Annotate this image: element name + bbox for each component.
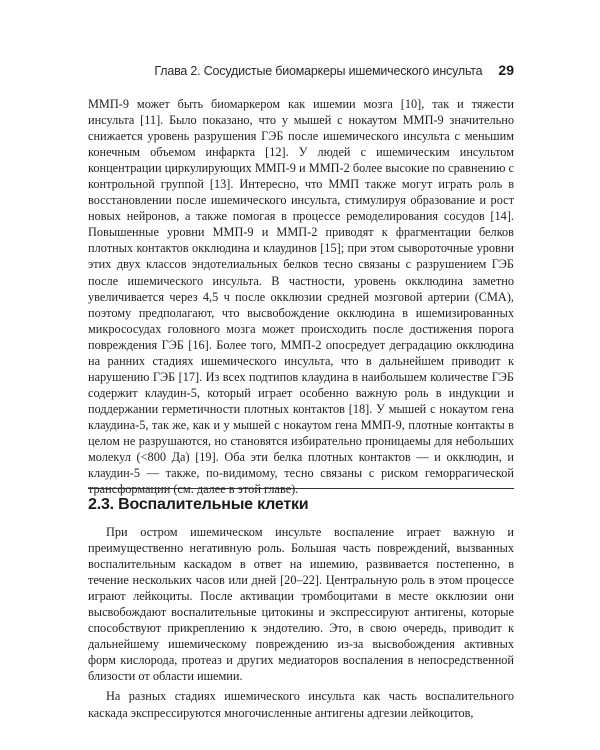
section-heading: 2.3. Воспалительные клетки	[88, 496, 309, 513]
chapter-title: Глава 2. Сосудистые биомаркеры ишемического инсульта	[154, 64, 483, 78]
paragraph: На разных стадиях ишемического инсульта как часть воспалительного каскада экспрессируются многочисленные антигены адгезии лейкоцитов,	[88, 689, 514, 720]
body-text-after-section	[88, 524, 514, 721]
page-number: 29	[498, 62, 514, 78]
paragraph: При остром ишемическом инсульте воспаление играет важную и преимущественно негативную роль. Большая часть повреждений, вызванных воспалительным каскадом в ответ на ишемию, развивается постепенно, в течение нескольких часов или дней [20–22]. Центральную роль в этом процессе играют лейкоциты. После активации тромбоцитами в месте окклюзии они высвобождают воспалительные цитокины и экспрессируют антигены, которые способствуют прикреплению к эндотелию. Это, в свою очередь, приводит к дальнейшему ишемическому повреждению из-за высвобождения активных форм кислорода, протеаз и других медиаторов воспаления в непосредственной близости от области ишемии.	[88, 525, 514, 684]
running-header	[88, 62, 514, 78]
paragraph: ММП-9 может быть биомаркером как ишемии мозга [10], так и тяжести инсульта [11]. Было показано, что у мышей с нокаутом ММП-9 значительно снижается уровень разрушения ГЭБ после ишемического инсульта с меньшим конечным объемом инфаркта [12]. У людей с ишемическим инсультом концентрации циркулирующих ММП-9 и ММП-2 более высокие по сравнению с контрольной группой [13]. Интересно, что ММП также могут играть роль в восстановлении после ишемического инсульта, стимулируя образование и рост новых нейронов, а также помогая в процессе ремоделирования сосудов [14]. Повышенные уровни ММП-9 и ММП-2 приводят к фрагментации белков плотных контактов окклюдина и клаудинов [15]; при этом сывороточные уровни этих двух классов эндотелиальных белков тесно связаны с разрушением ГЭБ после ишемического инсульта. В частности, уровень окклюдина заметно увеличивается через 4,5 ч после окклюзии средней мозговой артерии (СМА), поэтому предполагают, что высвобождение окклюдина в ишемизированных микрососудах головного мозга может происходить после достижения порога повреждения ГЭБ [16]. Более того, ММП-2 опосредует деградацию окклюдина на ранних стадиях ишемического инсульта, что в дальнейшем приводит к нарушению ГЭБ [17]. Из всех подтипов клаудина в наибольшем количестве ГЭБ содержит клаудин-5, который играет особенно важную роль в индукции и поддержании герметичности плотных контактов [18]. У мышей с нокаутом гена клаудина-5, так же, как и у мышей с нокаутом гена ММП-9, плотные контакты в целом не разрушаются, но становятся избирательно проницаемы для небольших молекул (<800 Да) [19]. Оба эти белка плотных контактов — и окклюдин, и клаудин-5 — также, по-видимому, тесно связаны с риском геморрагической трансформации (см. далее в этой главе).	[88, 97, 514, 497]
section-divider	[88, 488, 514, 489]
body-text-before-section	[88, 96, 514, 497]
